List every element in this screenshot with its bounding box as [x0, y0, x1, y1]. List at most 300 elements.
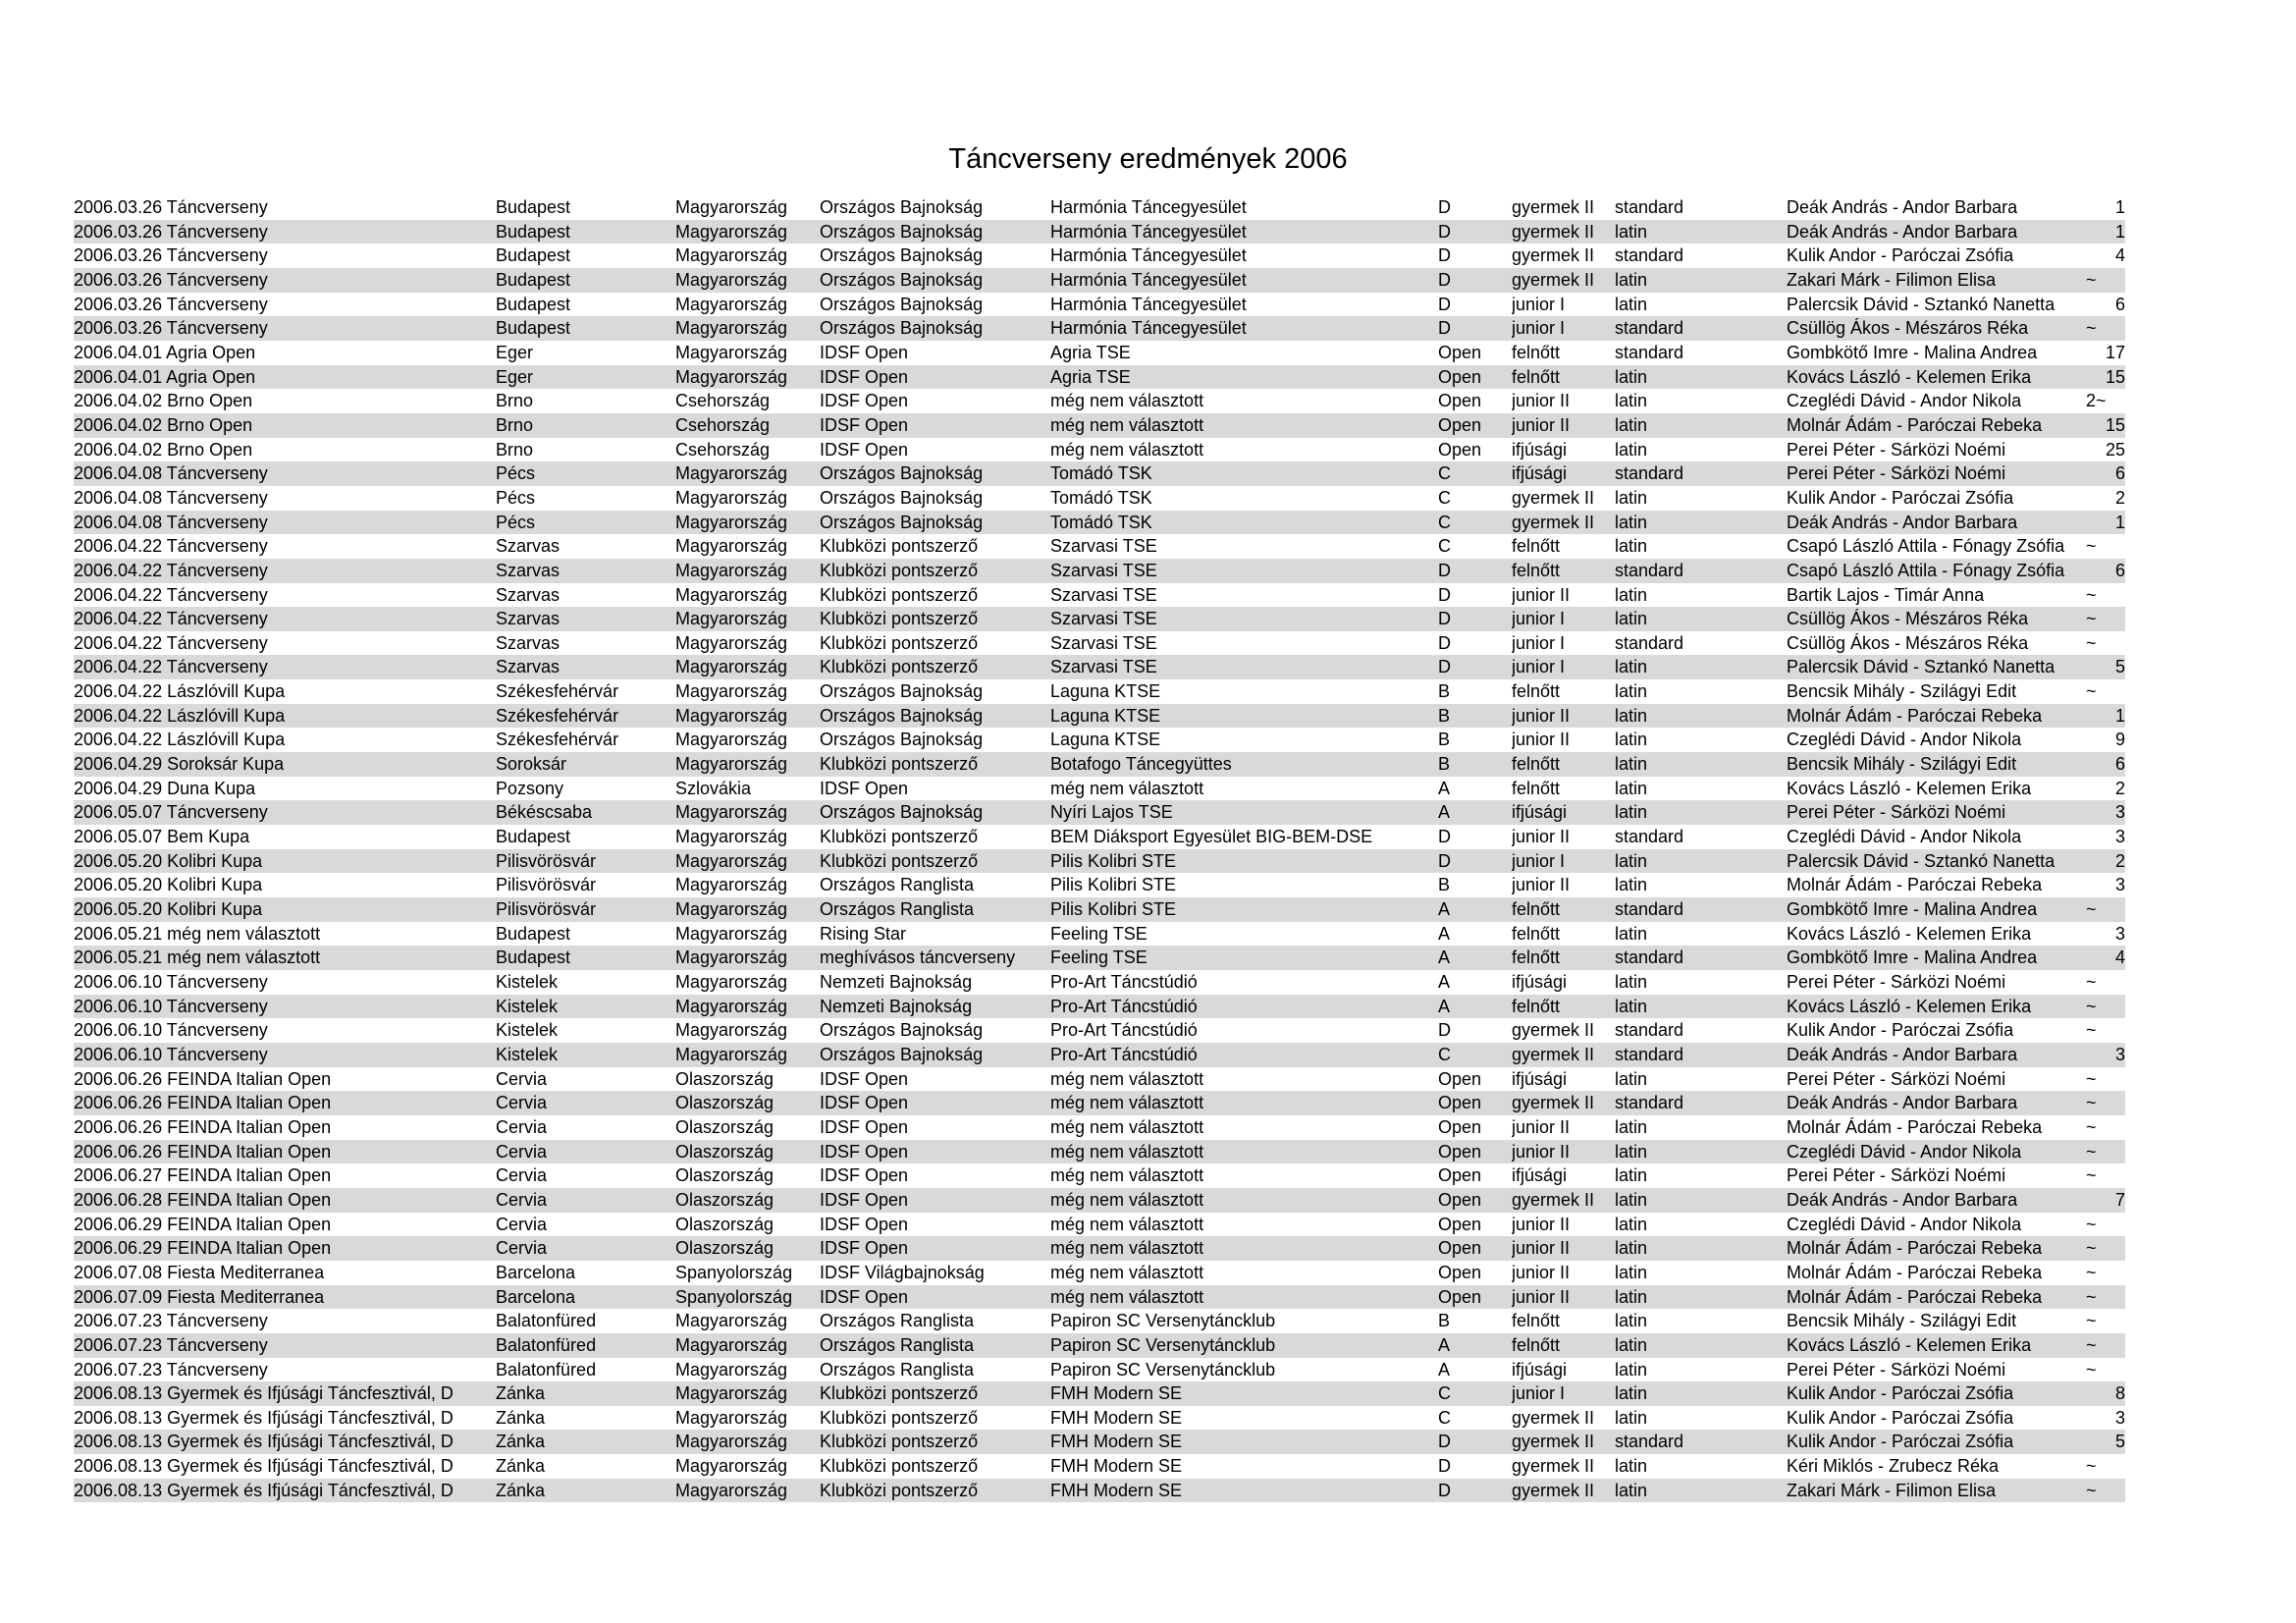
cell-competition-type: IDSF Open	[820, 1141, 909, 1162]
cell-class: Open	[1438, 414, 1482, 435]
cell-couple: Kovács László - Kelemen Erika	[1787, 1334, 2032, 1355]
cell-organizer: Szarvasi TSE	[1050, 560, 1157, 580]
cell-city: Zánka	[496, 1407, 546, 1428]
cell-age-group: junior II	[1512, 1262, 1571, 1282]
cell-competition-type: IDSF Open	[820, 1238, 909, 1259]
cell-result: 15	[2105, 414, 2125, 435]
cell-city: Brno	[496, 391, 534, 411]
cell-country: Magyarország	[675, 318, 788, 339]
cell-event: 2006.06.26 FEINDA Italian Open	[74, 1116, 332, 1137]
table-row	[74, 607, 2125, 631]
cell-competition-type: IDSF Open	[820, 342, 909, 362]
cell-city: Pozsony	[496, 778, 564, 798]
table-row	[74, 922, 2125, 947]
cell-event: 2006.06.26 FEINDA Italian Open	[74, 1141, 332, 1162]
cell-event: 2006.04.08 Táncverseny	[74, 487, 268, 508]
cell-competition-type: Országos Bajnokság	[820, 705, 984, 726]
cell-city: Cervia	[496, 1068, 548, 1089]
cell-age-group: felnőtt	[1512, 681, 1561, 702]
table-row	[74, 1454, 2125, 1479]
cell-city: Pilisvörösvár	[496, 899, 597, 920]
cell-competition-type: IDSF Open	[820, 414, 909, 435]
cell-result: 1	[2114, 197, 2125, 217]
cell-result: ~	[2086, 1262, 2097, 1282]
cell-result: ~	[2086, 1165, 2097, 1186]
cell-couple: Molnár Ádám - Paróczai Rebeka	[1787, 1286, 2043, 1307]
cell-couple: Molnár Ádám - Paróczai Rebeka	[1787, 1238, 2043, 1259]
cell-style: standard	[1615, 632, 1684, 653]
cell-event: 2006.08.13 Gyermek és Ifjúsági Táncfesztivál, D	[74, 1407, 454, 1428]
cell-city: Budapest	[496, 947, 571, 968]
cell-result: 6	[2114, 463, 2125, 484]
cell-style: latin	[1615, 730, 1648, 750]
cell-age-group: junior I	[1512, 1383, 1566, 1404]
cell-country: Magyarország	[675, 197, 788, 217]
cell-style: latin	[1615, 996, 1648, 1016]
cell-age-group: ifjúsági	[1512, 1359, 1568, 1380]
cell-event: 2006.04.29 Duna Kupa	[74, 778, 256, 798]
cell-organizer: Laguna KTSE	[1050, 681, 1161, 702]
cell-event: 2006.03.26 Táncverseny	[74, 197, 268, 217]
cell-country: Magyarország	[675, 754, 788, 775]
cell-class: D	[1438, 827, 1451, 847]
cell-age-group: ifjúsági	[1512, 463, 1568, 484]
cell-style: latin	[1615, 1165, 1648, 1186]
cell-organizer: Harmónia Táncegyesület	[1050, 318, 1247, 339]
cell-couple: Kovács László - Kelemen Erika	[1787, 923, 2032, 944]
cell-city: Eger	[496, 342, 534, 362]
cell-class: B	[1438, 1311, 1451, 1331]
cell-event: 2006.03.26 Táncverseny	[74, 245, 268, 266]
cell-class: D	[1438, 584, 1451, 605]
table-row	[74, 873, 2125, 897]
cell-country: Magyarország	[675, 1383, 788, 1404]
cell-organizer: még nem választott	[1050, 1093, 1204, 1113]
cell-competition-type: Országos Ranglista	[820, 899, 975, 920]
cell-style: latin	[1615, 487, 1648, 508]
table-row	[74, 1381, 2125, 1406]
cell-country: Olaszország	[675, 1189, 774, 1210]
cell-class: C	[1438, 1383, 1451, 1404]
table-row	[74, 461, 2125, 486]
cell-class: Open	[1438, 1068, 1482, 1089]
table-row	[74, 438, 2125, 462]
cell-couple: Molnár Ádám - Paróczai Rebeka	[1787, 705, 2043, 726]
cell-competition-type: Nemzeti Bajnokság	[820, 972, 973, 992]
cell-competition-type: IDSF Open	[820, 778, 909, 798]
cell-result: ~	[2086, 318, 2097, 339]
cell-city: Zánka	[496, 1432, 546, 1452]
cell-class: C	[1438, 463, 1451, 484]
cell-country: Magyarország	[675, 875, 788, 895]
cell-class: Open	[1438, 1214, 1482, 1234]
cell-city: Budapest	[496, 269, 571, 290]
cell-class: Open	[1438, 1093, 1482, 1113]
cell-style: latin	[1615, 584, 1648, 605]
cell-couple: Zakari Márk - Filimon Elisa	[1787, 1480, 1997, 1500]
table-row	[74, 1018, 2125, 1043]
cell-age-group: ifjúsági	[1512, 1068, 1568, 1089]
cell-result: ~	[2086, 972, 2097, 992]
cell-couple: Deák András - Andor Barbara	[1787, 1044, 2018, 1064]
cell-event: 2006.04.22 Lászlóvill Kupa	[74, 730, 286, 750]
cell-event: 2006.07.08 Fiesta Mediterranea	[74, 1262, 325, 1282]
table-row	[74, 316, 2125, 341]
cell-age-group: gyermek II	[1512, 1020, 1595, 1041]
cell-event: 2006.08.13 Gyermek és Ifjúsági Táncfesztivál, D	[74, 1383, 454, 1404]
cell-country: Csehország	[675, 414, 771, 435]
cell-competition-type: Országos Ranglista	[820, 1334, 975, 1355]
cell-couple: Deák András - Andor Barbara	[1787, 1093, 2018, 1113]
cell-class: D	[1438, 609, 1451, 629]
cell-city: Pécs	[496, 512, 536, 532]
cell-result: ~	[2086, 269, 2097, 290]
cell-organizer: Szarvasi TSE	[1050, 609, 1157, 629]
table-row	[74, 1091, 2125, 1115]
cell-result: 6	[2114, 560, 2125, 580]
cell-competition-type: Országos Bajnokság	[820, 730, 984, 750]
cell-country: Magyarország	[675, 560, 788, 580]
cell-city: Pilisvörösvár	[496, 850, 597, 871]
cell-couple: Deák András - Andor Barbara	[1787, 512, 2018, 532]
table-row	[74, 1261, 2125, 1285]
cell-competition-type: Országos Ranglista	[820, 875, 975, 895]
cell-couple: Bencsik Mihály - Szilágyi Edit	[1787, 681, 2017, 702]
cell-couple: Kulik Andor - Paróczai Zsófia	[1787, 1432, 2014, 1452]
cell-class: Open	[1438, 1238, 1482, 1259]
cell-style: latin	[1615, 1383, 1648, 1404]
cell-country: Magyarország	[675, 1432, 788, 1452]
cell-couple: Kulik Andor - Paróczai Zsófia	[1787, 245, 2014, 266]
cell-competition-type: IDSF Open	[820, 439, 909, 460]
cell-organizer: Agria TSE	[1050, 342, 1131, 362]
cell-organizer: még nem választott	[1050, 1165, 1204, 1186]
cell-organizer: Feeling TSE	[1050, 923, 1148, 944]
table-row	[74, 1067, 2125, 1092]
cell-style: latin	[1615, 875, 1648, 895]
cell-country: Olaszország	[675, 1116, 774, 1137]
cell-event: 2006.06.10 Táncverseny	[74, 996, 268, 1016]
cell-result: ~	[2086, 1093, 2097, 1113]
cell-organizer: FMH Modern SE	[1050, 1383, 1183, 1404]
cell-country: Csehország	[675, 439, 771, 460]
cell-class: D	[1438, 197, 1451, 217]
cell-result: ~	[2086, 1456, 2097, 1477]
cell-event: 2006.07.23 Táncverseny	[74, 1334, 268, 1355]
cell-result: 25	[2105, 439, 2125, 460]
cell-style: latin	[1615, 609, 1648, 629]
table-row	[74, 1406, 2125, 1431]
cell-country: Magyarország	[675, 609, 788, 629]
cell-couple: Bencsik Mihály - Szilágyi Edit	[1787, 754, 2017, 775]
cell-age-group: gyermek II	[1512, 1407, 1595, 1428]
cell-style: standard	[1615, 342, 1684, 362]
cell-city: Pécs	[496, 487, 536, 508]
cell-age-group: junior II	[1512, 391, 1571, 411]
cell-result: ~	[2086, 1020, 2097, 1041]
cell-result: 3	[2114, 875, 2125, 895]
cell-couple: Bencsik Mihály - Szilágyi Edit	[1787, 1311, 2017, 1331]
cell-competition-type: Klubközi pontszerző	[820, 1407, 979, 1428]
cell-competition-type: Országos Bajnokság	[820, 802, 984, 823]
cell-age-group: junior II	[1512, 584, 1571, 605]
cell-couple: Czeglédi Dávid - Andor Nikola	[1787, 730, 2022, 750]
cell-organizer: Pro-Art Táncstúdió	[1050, 996, 1198, 1016]
cell-age-group: junior II	[1512, 1238, 1571, 1259]
cell-result: 3	[2114, 802, 2125, 823]
cell-style: latin	[1615, 923, 1648, 944]
cell-result: 3	[2114, 1044, 2125, 1064]
cell-organizer: Pro-Art Táncstúdió	[1050, 972, 1198, 992]
cell-country: Spanyolország	[675, 1286, 793, 1307]
cell-couple: Deák András - Andor Barbara	[1787, 221, 2018, 242]
cell-country: Magyarország	[675, 657, 788, 677]
cell-class: B	[1438, 730, 1451, 750]
cell-age-group: junior II	[1512, 705, 1571, 726]
cell-country: Olaszország	[675, 1068, 774, 1089]
cell-event: 2006.04.22 Táncverseny	[74, 657, 268, 677]
cell-couple: Csapó László Attila - Fónagy Zsófia	[1787, 560, 2065, 580]
cell-result: ~	[2086, 1238, 2097, 1259]
cell-couple: Czeglédi Dávid - Andor Nikola	[1787, 1214, 2022, 1234]
cell-age-group: junior I	[1512, 609, 1566, 629]
cell-result: ~	[2086, 1334, 2097, 1355]
cell-competition-type: Klubközi pontszerző	[820, 1456, 979, 1477]
cell-result: ~	[2086, 1214, 2097, 1234]
cell-city: Budapest	[496, 245, 571, 266]
cell-class: Open	[1438, 391, 1482, 411]
cell-class: D	[1438, 1480, 1451, 1500]
cell-couple: Perei Péter - Sárközi Noémi	[1787, 1068, 2006, 1089]
cell-competition-type: Klubközi pontszerző	[820, 632, 979, 653]
cell-event: 2006.05.20 Kolibri Kupa	[74, 850, 263, 871]
cell-city: Budapest	[496, 827, 571, 847]
table-row	[74, 1479, 2125, 1503]
cell-competition-type: Országos Bajnokság	[820, 269, 984, 290]
table-row	[74, 559, 2125, 583]
table-row	[74, 631, 2125, 656]
cell-organizer: Pilis Kolibri STE	[1050, 850, 1177, 871]
cell-age-group: felnőtt	[1512, 754, 1561, 775]
cell-competition-type: IDSF Open	[820, 1116, 909, 1137]
cell-result: ~	[2086, 1141, 2097, 1162]
cell-age-group: gyermek II	[1512, 1456, 1595, 1477]
cell-age-group: junior II	[1512, 1214, 1571, 1234]
table-row	[74, 1309, 2125, 1333]
cell-age-group: felnőtt	[1512, 778, 1561, 798]
cell-event: 2006.06.10 Táncverseny	[74, 972, 268, 992]
cell-couple: Czeglédi Dávid - Andor Nikola	[1787, 1141, 2022, 1162]
cell-age-group: junior I	[1512, 294, 1566, 314]
cell-style: latin	[1615, 1189, 1648, 1210]
cell-class: A	[1438, 923, 1451, 944]
cell-couple: Czeglédi Dávid - Andor Nikola	[1787, 391, 2022, 411]
cell-city: Budapest	[496, 197, 571, 217]
cell-city: Cervia	[496, 1116, 548, 1137]
cell-organizer: FMH Modern SE	[1050, 1432, 1183, 1452]
cell-couple: Csüllög Ákos - Mészáros Réka	[1787, 609, 2029, 629]
cell-result: 8	[2114, 1383, 2125, 1404]
cell-result: ~	[2086, 632, 2097, 653]
table-row	[74, 413, 2125, 438]
cell-competition-type: Klubközi pontszerző	[820, 1432, 979, 1452]
cell-style: standard	[1615, 1044, 1684, 1064]
results-table	[74, 195, 2125, 1502]
cell-event: 2006.04.08 Táncverseny	[74, 512, 268, 532]
cell-age-group: gyermek II	[1512, 1189, 1595, 1210]
cell-couple: Csapó László Attila - Fónagy Zsófia	[1787, 536, 2065, 557]
table-row	[74, 1043, 2125, 1067]
cell-couple: Molnár Ádám - Paróczai Rebeka	[1787, 875, 2043, 895]
cell-organizer: Laguna KTSE	[1050, 730, 1161, 750]
table-row	[74, 1188, 2125, 1213]
cell-competition-type: Klubközi pontszerző	[820, 1480, 979, 1500]
cell-organizer: még nem választott	[1050, 414, 1204, 435]
table-row	[74, 679, 2125, 704]
cell-result: 15	[2105, 366, 2125, 387]
cell-competition-type: Országos Bajnokság	[820, 294, 984, 314]
cell-couple: Gombkötő Imre - Malina Andrea	[1787, 947, 2038, 968]
table-row	[74, 849, 2125, 874]
cell-organizer: Papiron SC Versenytáncklub	[1050, 1311, 1276, 1331]
cell-country: Magyarország	[675, 1407, 788, 1428]
cell-age-group: gyermek II	[1512, 245, 1595, 266]
cell-style: latin	[1615, 850, 1648, 871]
cell-age-group: felnőtt	[1512, 536, 1561, 557]
cell-country: Magyarország	[675, 923, 788, 944]
cell-country: Magyarország	[675, 705, 788, 726]
cell-class: Open	[1438, 1189, 1482, 1210]
cell-age-group: junior II	[1512, 414, 1571, 435]
cell-result: ~	[2086, 996, 2097, 1016]
cell-age-group: gyermek II	[1512, 1432, 1595, 1452]
cell-event: 2006.06.27 FEINDA Italian Open	[74, 1165, 332, 1186]
cell-organizer: Pro-Art Táncstúdió	[1050, 1020, 1198, 1041]
cell-style: latin	[1615, 1407, 1648, 1428]
cell-style: standard	[1615, 1093, 1684, 1113]
cell-country: Magyarország	[675, 487, 788, 508]
cell-result: ~	[2086, 899, 2097, 920]
table-row	[74, 268, 2125, 293]
cell-organizer: Agria TSE	[1050, 366, 1131, 387]
cell-couple: Gombkötő Imre - Malina Andrea	[1787, 342, 2038, 362]
cell-style: latin	[1615, 1116, 1648, 1137]
cell-organizer: Harmónia Táncegyesület	[1050, 294, 1247, 314]
cell-age-group: gyermek II	[1512, 487, 1595, 508]
cell-age-group: junior I	[1512, 850, 1566, 871]
cell-city: Székesfehérvár	[496, 681, 619, 702]
cell-style: standard	[1615, 947, 1684, 968]
cell-age-group: felnőtt	[1512, 1334, 1561, 1355]
cell-city: Barcelona	[496, 1286, 576, 1307]
cell-couple: Molnár Ádám - Paróczai Rebeka	[1787, 1116, 2043, 1137]
cell-country: Magyarország	[675, 947, 788, 968]
cell-organizer: Tomádó TSK	[1050, 512, 1152, 532]
cell-couple: Bartik Lajos - Timár Anna	[1787, 584, 1985, 605]
cell-style: standard	[1615, 318, 1684, 339]
cell-result: 5	[2114, 1432, 2125, 1452]
cell-competition-type: IDSF Open	[820, 1093, 909, 1113]
cell-competition-type: Rising Star	[820, 923, 907, 944]
table-row	[74, 583, 2125, 608]
cell-age-group: gyermek II	[1512, 1480, 1595, 1500]
cell-organizer: Harmónia Táncegyesület	[1050, 245, 1247, 266]
cell-couple: Gombkötő Imre - Malina Andrea	[1787, 899, 2038, 920]
cell-result: ~	[2086, 1480, 2097, 1500]
cell-competition-type: Országos Bajnokság	[820, 1020, 984, 1041]
cell-style: latin	[1615, 391, 1648, 411]
cell-class: D	[1438, 221, 1451, 242]
cell-organizer: Szarvasi TSE	[1050, 584, 1157, 605]
cell-age-group: ifjúsági	[1512, 1165, 1568, 1186]
cell-city: Cervia	[496, 1093, 548, 1113]
cell-country: Olaszország	[675, 1214, 774, 1234]
cell-event: 2006.04.29 Soroksár Kupa	[74, 754, 285, 775]
cell-couple: Palercsik Dávid - Sztankó Nanetta	[1787, 294, 2056, 314]
cell-result: 3	[2114, 923, 2125, 944]
cell-competition-type: IDSF Open	[820, 366, 909, 387]
cell-class: D	[1438, 560, 1451, 580]
cell-result: 2	[2114, 850, 2125, 871]
table-row	[74, 1358, 2125, 1382]
cell-result: 3	[2114, 1407, 2125, 1428]
cell-city: Szarvas	[496, 560, 561, 580]
table-row	[74, 655, 2125, 679]
cell-result: 2~	[2086, 391, 2107, 411]
cell-organizer: még nem választott	[1050, 1238, 1204, 1259]
cell-competition-type: Nemzeti Bajnokság	[820, 996, 973, 1016]
cell-competition-type: Klubközi pontszerző	[820, 657, 979, 677]
cell-organizer: Szarvasi TSE	[1050, 657, 1157, 677]
cell-city: Budapest	[496, 318, 571, 339]
cell-style: latin	[1615, 1480, 1648, 1500]
cell-age-group: ifjúsági	[1512, 439, 1568, 460]
cell-result: 6	[2114, 294, 2125, 314]
cell-style: latin	[1615, 1334, 1648, 1355]
cell-age-group: ifjúsági	[1512, 802, 1568, 823]
cell-organizer: Papiron SC Versenytáncklub	[1050, 1334, 1276, 1355]
cell-competition-type: Országos Bajnokság	[820, 512, 984, 532]
cell-couple: Molnár Ádám - Paróczai Rebeka	[1787, 414, 2043, 435]
cell-class: Open	[1438, 366, 1482, 387]
cell-event: 2006.07.23 Táncverseny	[74, 1311, 268, 1331]
cell-organizer: BEM Diáksport Egyesület BIG-BEM-DSE	[1050, 827, 1373, 847]
cell-class: D	[1438, 245, 1451, 266]
cell-city: Budapest	[496, 294, 571, 314]
cell-organizer: Pilis Kolibri STE	[1050, 875, 1177, 895]
cell-class: D	[1438, 269, 1451, 290]
cell-competition-type: Országos Ranglista	[820, 1311, 975, 1331]
table-row	[74, 1236, 2125, 1261]
cell-city: Székesfehérvár	[496, 730, 619, 750]
cell-style: latin	[1615, 1214, 1648, 1234]
cell-couple: Csüllög Ákos - Mészáros Réka	[1787, 318, 2029, 339]
cell-class: A	[1438, 899, 1451, 920]
table-row	[74, 243, 2125, 268]
cell-style: latin	[1615, 802, 1648, 823]
cell-country: Magyarország	[675, 850, 788, 871]
cell-event: 2006.07.09 Fiesta Mediterranea	[74, 1286, 325, 1307]
cell-event: 2006.05.21 még nem választott	[74, 947, 321, 968]
cell-age-group: ifjúsági	[1512, 972, 1568, 992]
cell-organizer: még nem választott	[1050, 778, 1204, 798]
cell-event: 2006.06.29 FEINDA Italian Open	[74, 1238, 332, 1259]
cell-style: standard	[1615, 560, 1684, 580]
table-row	[74, 825, 2125, 849]
cell-competition-type: IDSF Open	[820, 1068, 909, 1089]
cell-style: latin	[1615, 294, 1648, 314]
cell-country: Szlovákia	[675, 778, 752, 798]
